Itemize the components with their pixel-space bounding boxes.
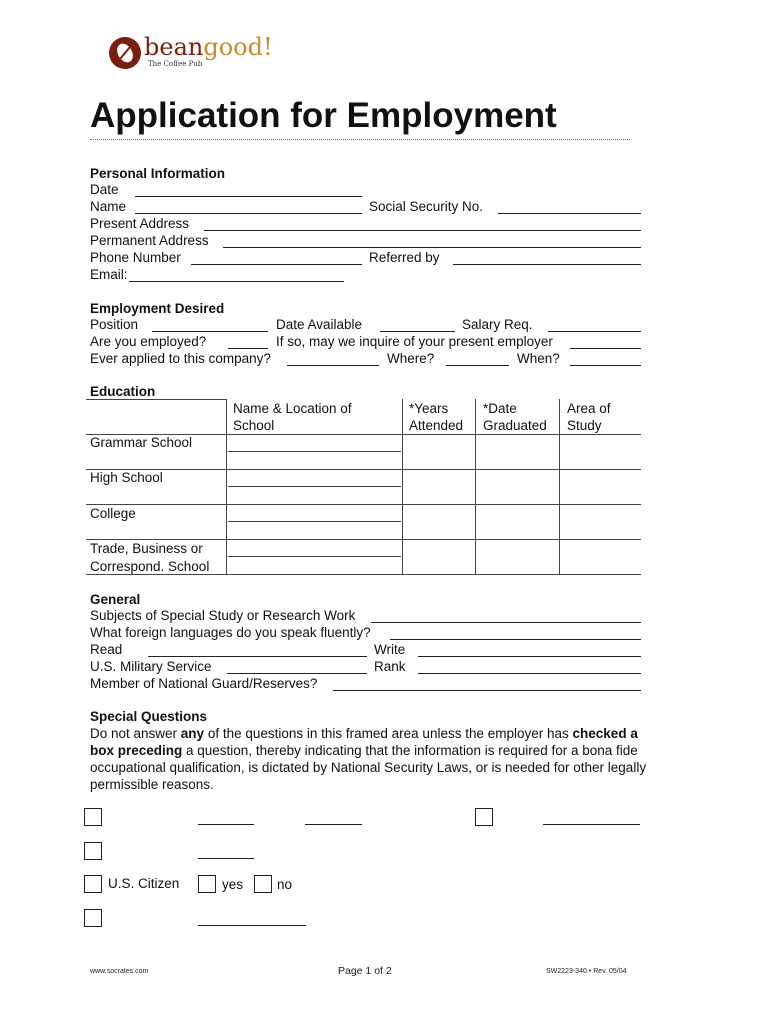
logo — [108, 33, 278, 72]
present-address-label: Present Address — [90, 216, 190, 231]
date-label: Date — [90, 182, 119, 197]
salary-field[interactable] — [548, 331, 641, 332]
email-field[interactable] — [129, 281, 344, 282]
citizen-yes-label: yes — [222, 877, 244, 892]
citizen-no-label: no — [277, 877, 293, 892]
logo-brand-prefix: bean — [144, 33, 204, 61]
personal-heading: Personal Information — [90, 166, 226, 181]
read-label: Read — [90, 642, 123, 657]
subjects-field[interactable] — [371, 622, 641, 623]
military-field[interactable] — [227, 673, 367, 674]
logo-brand-suffix: good! — [203, 33, 273, 61]
name-field[interactable] — [135, 213, 362, 214]
ssn-field[interactable] — [498, 213, 641, 214]
date-field[interactable] — [135, 196, 362, 197]
referred-by-field[interactable] — [453, 264, 641, 265]
coffee-bean-icon — [108, 36, 142, 70]
special-checkbox-2[interactable] — [475, 808, 493, 826]
employed-field[interactable] — [228, 348, 268, 349]
special-checkbox-3[interactable] — [84, 842, 102, 860]
special-checkbox-1[interactable] — [84, 808, 102, 826]
logo-tagline: The Coffee Pub — [148, 60, 203, 68]
applied-field[interactable] — [287, 365, 379, 366]
row-grammar-school: Grammar School — [90, 435, 193, 450]
date-available-label: Date Available — [276, 317, 363, 332]
footer-page-number: Page 1 of 2 — [338, 965, 392, 977]
guard-field[interactable] — [333, 690, 641, 691]
read-field[interactable] — [148, 656, 367, 657]
special-heading: Special Questions — [90, 709, 208, 724]
page-title: Application for Employment — [90, 96, 557, 135]
permanent-address-field[interactable] — [223, 247, 641, 248]
guard-label: Member of National Guard/Reserves? — [90, 676, 318, 691]
citizen-no-checkbox[interactable] — [254, 875, 272, 893]
email-label: Email: — [90, 267, 128, 282]
salary-label: Salary Req. — [462, 317, 533, 332]
special-field-1a[interactable] — [198, 824, 254, 825]
applied-label: Ever applied to this company? — [90, 351, 271, 366]
phone-field[interactable] — [191, 264, 362, 265]
where-field[interactable] — [446, 365, 509, 366]
referred-by-label: Referred by — [369, 250, 440, 265]
special-field-1b[interactable] — [305, 824, 362, 825]
inquire-label: If so, may we inquire of your present employer — [276, 334, 553, 349]
citizen-label: U.S. Citizen — [108, 876, 180, 891]
inquire-field[interactable] — [570, 348, 641, 349]
general-heading: General — [90, 592, 141, 607]
ssn-label: Social Security No. — [369, 199, 484, 214]
special-checkbox-4[interactable] — [84, 909, 102, 927]
row-high-school: High School — [90, 470, 163, 485]
special-paragraph: Do not answer any of the questions in this framed area unless the employer has checked a box preceding a question, thereby indicating that the information is required for a bona fide occupational qualification, is dictated by National Security Laws, or is needed for other legally permissible reasons. — [90, 726, 647, 792]
when-label: When? — [517, 351, 560, 366]
footer-revision: SW2223-340 • Rev. 05/04 — [546, 968, 627, 975]
title-divider — [90, 139, 630, 140]
languages-field[interactable] — [390, 639, 641, 640]
position-field[interactable] — [152, 331, 268, 332]
rank-label: Rank — [374, 659, 406, 674]
citizen-yes-checkbox[interactable] — [198, 875, 216, 893]
permanent-address-label: Permanent Address — [90, 233, 209, 248]
date-available-field[interactable] — [380, 331, 455, 332]
write-label: Write — [374, 642, 406, 657]
education-heading: Education — [90, 384, 156, 399]
employment-heading: Employment Desired — [90, 301, 225, 316]
rank-field[interactable] — [418, 673, 641, 674]
position-label: Position — [90, 317, 139, 332]
present-address-field[interactable] — [204, 230, 641, 231]
write-field[interactable] — [418, 656, 641, 657]
row-college: College — [90, 506, 136, 521]
footer-website: www.socrates.com — [90, 968, 149, 975]
when-field[interactable] — [570, 365, 641, 366]
subjects-label: Subjects of Special Study or Research Work — [90, 608, 356, 623]
special-field-4[interactable] — [198, 925, 306, 926]
citizen-checkbox[interactable] — [84, 875, 102, 893]
special-field-3[interactable] — [198, 858, 254, 859]
name-label: Name — [90, 199, 127, 214]
employed-label: Are you employed? — [90, 334, 207, 349]
military-label: U.S. Military Service — [90, 659, 212, 674]
where-label: Where? — [387, 351, 435, 366]
languages-label: What foreign languages do you speak fluently? — [90, 625, 371, 640]
special-field-2[interactable] — [543, 824, 640, 825]
phone-label: Phone Number — [90, 250, 181, 265]
